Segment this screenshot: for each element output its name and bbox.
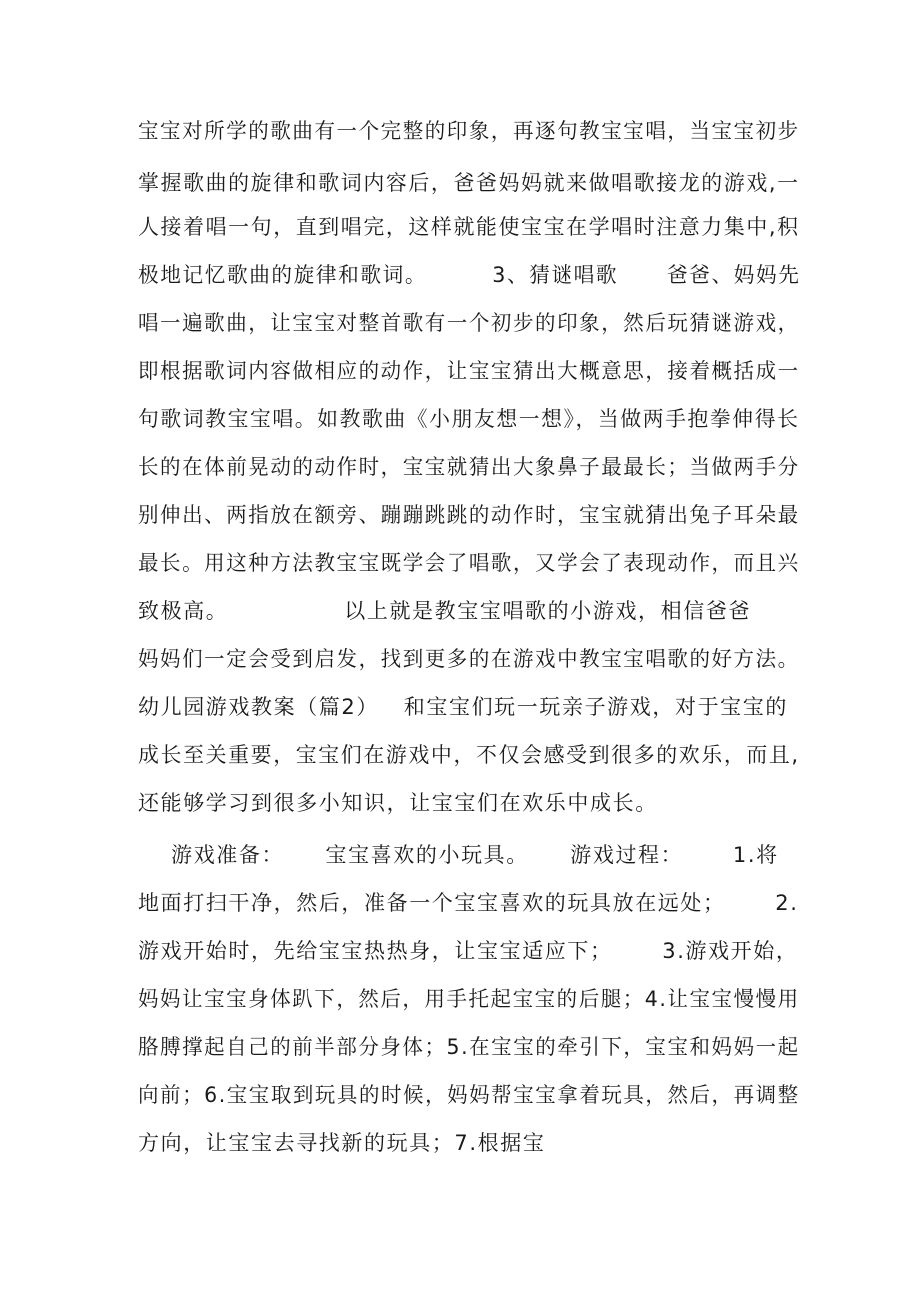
text-line: 游戏准备： 宝宝喜欢的小玩具。 游戏过程： 1.将 (138, 843, 779, 867)
text-line: 向前；6.宝宝取到玩具的时候，妈妈帮宝宝拿着玩具，然后，再调整 (138, 1083, 800, 1107)
text-line: 胳膊撑起自己的前半部分身体；5.在宝宝的牵引下，宝宝和妈妈一起 (138, 1035, 800, 1059)
text-line: 人接着唱一句，直到唱完，这样就能使宝宝在学唱时注意力集中,积 (138, 215, 800, 239)
text-line: 极地记忆歌曲的旋律和歌词。 3、猜谜唱歌 爸爸、妈妈先 (138, 263, 801, 287)
text-line: 长的在体前晃动的动作时，宝宝就猜出大象鼻子最最长；当做两手分 (138, 455, 800, 479)
text-line: 宝宝对所学的歌曲有一个完整的印象，再逐句教宝宝唱，当宝宝初步 (138, 119, 800, 143)
text-line: 方向，让宝宝去寻找新的玩具；7.根据宝 (138, 1131, 546, 1155)
text-line: 唱一遍歌曲，让宝宝对整首歌有一个初步的印象，然后玩猜谜游戏， (138, 311, 800, 335)
text-line: 妈妈们一定会受到启发，找到更多的在游戏中教宝宝唱歌的好方法。 (138, 647, 800, 671)
text-line: 地面打扫干净，然后，准备一个宝宝喜欢的玩具放在远处； 2. (138, 891, 799, 915)
text-line: 致极高。 以上就是教宝宝唱歌的小游戏，相信爸爸 (138, 599, 752, 623)
text-line: 句歌词教宝宝唱。如教歌曲《小朋友想一想》，当做两手抱拳伸得长 (138, 407, 800, 431)
text-line: 妈妈让宝宝身体趴下，然后，用手托起宝宝的后腿；4.让宝宝慢慢用 (138, 987, 800, 1011)
text-line: 游戏开始时，先给宝宝热热身，让宝宝适应下； 3.游戏开始， (138, 939, 799, 963)
text-line: 掌握歌曲的旋律和歌词内容后，爸爸妈妈就来做唱歌接龙的游戏,一 (138, 171, 800, 195)
text-line: 还能够学习到很多小知识，让宝宝们在欢乐中成长。 (138, 791, 658, 815)
text-line: 最长。用这种方法教宝宝既学会了唱歌，又学会了表现动作，而且兴 (138, 551, 800, 575)
section-heading-line: 幼儿园游戏教案（篇2） 和宝宝们玩一玩亲子游戏，对于宝宝的 (138, 695, 788, 719)
text-line: 即根据歌词内容做相应的动作，让宝宝猜出大概意思，接着概括成一 (138, 359, 800, 383)
text-line: 别伸出、两指放在额旁、蹦蹦跳跳的动作时，宝宝就猜出兔子耳朵最 (138, 503, 800, 527)
text-line: 成长至关重要，宝宝们在游戏中，不仅会感受到很多的欢乐，而且, (138, 743, 800, 767)
